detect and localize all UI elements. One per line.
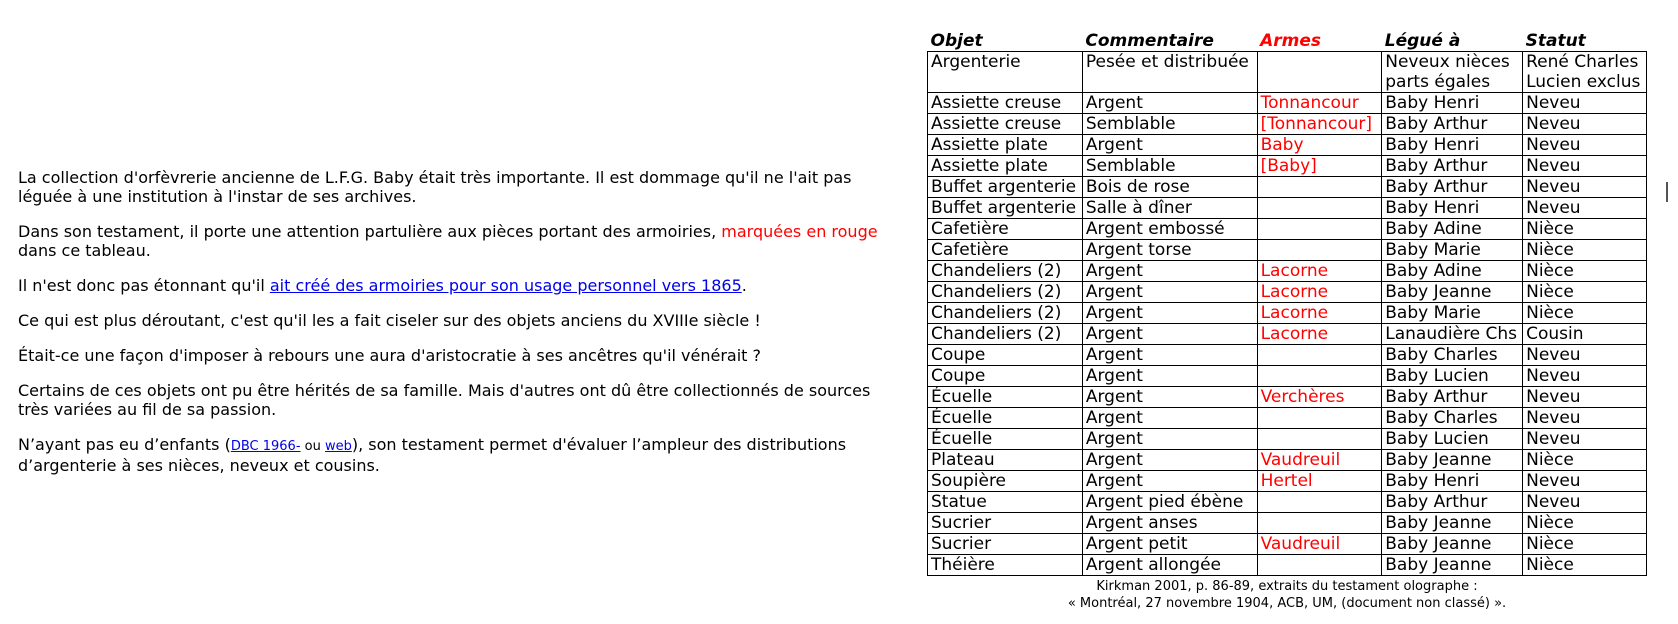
cell-legue: Baby Jeanne — [1382, 555, 1523, 576]
cell-objet: Cafetière — [928, 240, 1083, 261]
cell-statut: Neveu — [1523, 366, 1647, 387]
table-row — [928, 492, 1647, 513]
cell-objet: Écuelle — [928, 429, 1083, 450]
cell-statut: Neveu — [1523, 198, 1647, 219]
header-objet: Objet — [930, 31, 983, 51]
cell-statut: Neveu — [1523, 177, 1647, 198]
intro-text — [18, 168, 888, 491]
cell-commentaire: Argent — [1082, 324, 1257, 345]
cell-statut: Nièce — [1523, 303, 1647, 324]
cell-armes — [1257, 492, 1382, 513]
cell-commentaire: Argent — [1082, 450, 1257, 471]
paragraph — [18, 435, 888, 475]
cell-commentaire: Argent allongée — [1082, 555, 1257, 576]
cell-statut: Neveu — [1523, 114, 1647, 135]
cell-legue: Baby Jeanne — [1382, 282, 1523, 303]
paragraph — [18, 168, 888, 206]
paragraph — [18, 276, 888, 295]
cell-objet: Plateau — [928, 450, 1083, 471]
cell-armes: Lacorne — [1257, 282, 1382, 303]
table-row — [928, 555, 1647, 576]
cell-objet: Cafetière — [928, 219, 1083, 240]
cell-objet: Sucrier — [928, 534, 1083, 555]
cell-objet: Sucrier — [928, 513, 1083, 534]
cell-statut: Neveu — [1523, 408, 1647, 429]
cell-commentaire: Argent — [1082, 429, 1257, 450]
paragraph — [18, 381, 888, 419]
cell-commentaire: Semblable — [1082, 156, 1257, 177]
cell-legue: Baby Adine — [1382, 219, 1523, 240]
cell-armes — [1257, 555, 1382, 576]
cell-commentaire: Argent torse — [1082, 240, 1257, 261]
cell-objet: Soupière — [928, 471, 1083, 492]
cell-commentaire: Argent — [1082, 366, 1257, 387]
cell-objet: Coupe — [928, 366, 1083, 387]
cell-commentaire: Argent — [1082, 135, 1257, 156]
inventory-section — [927, 30, 1647, 612]
cell-armes — [1257, 177, 1382, 198]
paragraph-text: ), son testament permet d'évaluer l’ampleur des distributions d’argenterie à ses nièces, neveux et cousins. — [18, 435, 847, 475]
table-row — [928, 240, 1647, 261]
web-link[interactable]: web — [324, 439, 352, 454]
cell-commentaire: Salle à dîner — [1082, 198, 1257, 219]
table-row — [928, 135, 1647, 156]
cell-statut: Neveu — [1523, 492, 1647, 513]
cell-statut: Neveu — [1523, 345, 1647, 366]
cell-armes: Lacorne — [1257, 324, 1382, 345]
cell-commentaire: Argent — [1082, 408, 1257, 429]
cell-objet: Chandeliers (2) — [928, 324, 1083, 345]
cell-legue: Baby Charles — [1382, 345, 1523, 366]
table-row — [928, 471, 1647, 492]
cell-legue: Baby Henri — [1382, 135, 1523, 156]
cell-legue: Baby Arthur — [1382, 177, 1523, 198]
paragraph-text: Ce qui est plus déroutant, c'est qu'il les a fait ciseler sur des objets anciens du XVIIIe siècle ! — [18, 311, 761, 330]
cell-armes — [1257, 240, 1382, 261]
table-row — [928, 198, 1647, 219]
cell-statut: Neveu — [1523, 429, 1647, 450]
paragraph-text: . — [741, 276, 747, 295]
cell-objet: Argenterie — [928, 52, 1083, 93]
table-row — [928, 114, 1647, 135]
cell-objet: Buffet argenterie — [928, 198, 1083, 219]
cell-objet: Chandeliers (2) — [928, 303, 1083, 324]
cell-legue — [1382, 52, 1523, 93]
cell-statut: Nièce — [1523, 450, 1647, 471]
cell-objet: Chandeliers (2) — [928, 282, 1083, 303]
cell-commentaire: Argent anses — [1082, 513, 1257, 534]
paragraph — [18, 346, 888, 365]
cell-armes: Vaudreuil — [1257, 534, 1382, 555]
header-legue: Légué à — [1384, 31, 1461, 51]
cell-statut: Neveu — [1523, 135, 1647, 156]
cell-commentaire: Argent — [1082, 345, 1257, 366]
header-commentaire: Commentaire — [1085, 31, 1214, 51]
cell-commentaire: Argent — [1082, 93, 1257, 114]
table-row — [928, 534, 1647, 555]
table-row — [928, 408, 1647, 429]
paragraph — [18, 222, 888, 260]
table-row — [928, 261, 1647, 282]
cell-objet: Assiette plate — [928, 156, 1083, 177]
cell-legue: Baby Adine — [1382, 261, 1523, 282]
paragraph — [18, 311, 888, 330]
cell-statut: Neveu — [1523, 156, 1647, 177]
paragraph-text: Il n'est donc pas étonnant qu'il — [18, 276, 270, 295]
cell-legue: Baby Henri — [1382, 93, 1523, 114]
armoiries-link[interactable]: ait créé des armoiries pour son usage personnel vers 1865 — [269, 276, 742, 295]
dbc-link[interactable]: DBC 1966- — [230, 439, 301, 454]
table-row — [928, 387, 1647, 408]
cell-objet: Théière — [928, 555, 1083, 576]
cell-armes — [1257, 345, 1382, 366]
cell-commentaire: Argent pied ébène — [1082, 492, 1257, 513]
table-caption — [927, 578, 1647, 612]
table-row — [928, 324, 1647, 345]
table-row — [928, 513, 1647, 534]
cell-commentaire: Argent — [1082, 387, 1257, 408]
cell-armes: [Baby] — [1257, 156, 1382, 177]
cell-armes: Vaudreuil — [1257, 450, 1382, 471]
cell-commentaire: Argent petit — [1082, 534, 1257, 555]
paragraph-text: Certains de ces objets ont pu être hérités de sa famille. Mais d'autres ont dû être collectionnés de sources très variées au fil de sa passion. — [18, 381, 871, 419]
table-row — [928, 219, 1647, 240]
cell-statut: Nièce — [1523, 261, 1647, 282]
cell-objet: Statue — [928, 492, 1083, 513]
cell-armes: [Tonnancour] — [1257, 114, 1382, 135]
table-row — [928, 345, 1647, 366]
cell-legue: Baby Marie — [1382, 240, 1523, 261]
scroll-marker — [1666, 182, 1668, 202]
cell-legue: Baby Henri — [1382, 198, 1523, 219]
cell-commentaire: Pesée et distribuée — [1082, 52, 1257, 93]
table-row — [928, 450, 1647, 471]
table-row — [928, 52, 1647, 93]
cell-armes — [1257, 198, 1382, 219]
cell-statut — [1523, 52, 1647, 93]
cell-armes: Tonnancour — [1257, 93, 1382, 114]
paragraph-text: dans ce tableau. — [18, 241, 151, 260]
cell-armes — [1257, 52, 1382, 93]
cell-armes — [1257, 219, 1382, 240]
cell-objet: Coupe — [928, 345, 1083, 366]
caption-line: Kirkman 2001, p. 86-89, extraits du testament olographe : — [1096, 579, 1478, 594]
table-row — [928, 282, 1647, 303]
table-row — [928, 366, 1647, 387]
cell-armes — [1257, 408, 1382, 429]
cell-armes: Hertel — [1257, 471, 1382, 492]
cell-commentaire: Argent — [1082, 471, 1257, 492]
caption-line: « Montréal, 27 novembre 1904, ACB, UM, (document non classé) ». — [1067, 596, 1507, 611]
cell-armes: Baby — [1257, 135, 1382, 156]
cell-commentaire: Semblable — [1082, 114, 1257, 135]
table-row — [928, 177, 1647, 198]
red-highlight-text: marquées en rouge — [721, 222, 878, 241]
paragraph-text: ou — [300, 439, 325, 454]
cell-statut: Nièce — [1523, 282, 1647, 303]
table-header-row — [928, 30, 1647, 52]
table-row — [928, 93, 1647, 114]
cell-armes: Verchères — [1257, 387, 1382, 408]
header-statut: Statut — [1525, 31, 1586, 51]
inventory-table — [927, 30, 1647, 576]
table-row — [928, 156, 1647, 177]
cell-statut: Nièce — [1523, 219, 1647, 240]
cell-line: René Charles — [1526, 52, 1639, 72]
cell-armes: Lacorne — [1257, 261, 1382, 282]
cell-legue: Baby Jeanne — [1382, 513, 1523, 534]
cell-legue: Baby Arthur — [1382, 156, 1523, 177]
cell-statut: Neveu — [1523, 93, 1647, 114]
cell-legue: Baby Jeanne — [1382, 450, 1523, 471]
paragraph-text: N’ayant pas eu d’enfants ( — [18, 435, 231, 454]
cell-objet: Écuelle — [928, 408, 1083, 429]
paragraph-text: Était-ce une façon d'imposer à rebours une aura d'aristocratie à ses ancêtres qu'il vénérait ? — [18, 346, 762, 365]
cell-legue: Baby Charles — [1382, 408, 1523, 429]
cell-objet: Assiette creuse — [928, 114, 1083, 135]
cell-statut: Nièce — [1523, 555, 1647, 576]
cell-objet: Buffet argenterie — [928, 177, 1083, 198]
cell-commentaire: Argent — [1082, 303, 1257, 324]
cell-objet: Assiette creuse — [928, 93, 1083, 114]
cell-legue: Baby Arthur — [1382, 492, 1523, 513]
cell-legue: Baby Lucien — [1382, 429, 1523, 450]
paragraph-text: Dans son testament, il porte une attention partulière aux pièces portant des armoiries, — [18, 222, 722, 241]
cell-legue: Lanaudière Chs — [1382, 324, 1523, 345]
cell-statut: Cousin — [1523, 324, 1647, 345]
paragraph-text: La collection d'orfèvrerie ancienne de L.F.G. Baby était très importante. Il est dommage qu'il ne l'ait pas léguée à une institution à l'instar de ses archives. — [18, 168, 852, 206]
cell-objet: Assiette plate — [928, 135, 1083, 156]
cell-armes — [1257, 366, 1382, 387]
cell-legue: Baby Marie — [1382, 303, 1523, 324]
cell-commentaire: Bois de rose — [1082, 177, 1257, 198]
cell-legue: Baby Arthur — [1382, 387, 1523, 408]
cell-statut: Nièce — [1523, 534, 1647, 555]
cell-legue: Baby Lucien — [1382, 366, 1523, 387]
cell-commentaire: Argent — [1082, 261, 1257, 282]
cell-commentaire: Argent — [1082, 282, 1257, 303]
cell-legue: Baby Jeanne — [1382, 534, 1523, 555]
cell-commentaire: Argent embossé — [1082, 219, 1257, 240]
cell-objet: Chandeliers (2) — [928, 261, 1083, 282]
cell-statut: Nièce — [1523, 513, 1647, 534]
table-row — [928, 429, 1647, 450]
table-row — [928, 303, 1647, 324]
cell-line: Neveux nièces — [1385, 52, 1510, 72]
cell-statut: Neveu — [1523, 387, 1647, 408]
cell-armes — [1257, 429, 1382, 450]
cell-armes: Lacorne — [1257, 303, 1382, 324]
cell-line: parts égales — [1385, 72, 1491, 92]
cell-armes — [1257, 513, 1382, 534]
cell-statut: Nièce — [1523, 240, 1647, 261]
header-armes: Armes — [1260, 31, 1321, 51]
cell-statut: Neveu — [1523, 471, 1647, 492]
cell-line: Lucien exclus — [1526, 72, 1641, 92]
cell-legue: Baby Arthur — [1382, 114, 1523, 135]
cell-legue: Baby Henri — [1382, 471, 1523, 492]
cell-objet: Écuelle — [928, 387, 1083, 408]
